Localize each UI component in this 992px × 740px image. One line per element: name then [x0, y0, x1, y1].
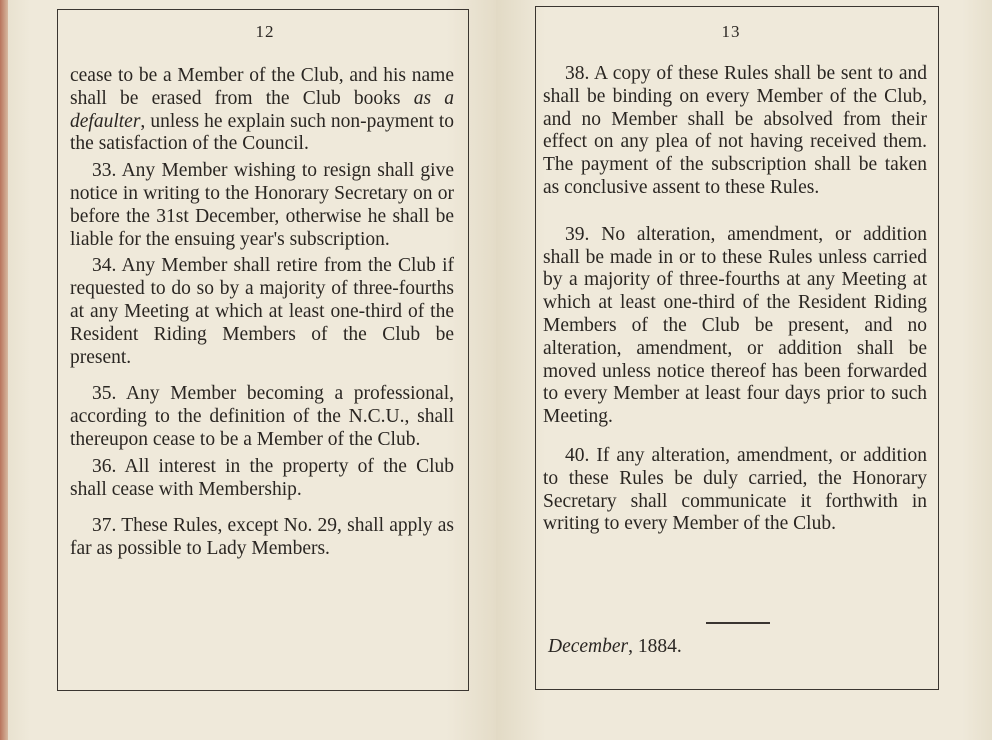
dateline	[548, 636, 682, 658]
rule-39: 39. No alteration, amendment, or addition shall be made in or to these Rules unless carried by a majority of three-fourths at any Meeting at which at least one-third of the Resident Riding Members of the Club be present, and no alteration, amendment, or addition shall be moved unless notice thereof has been forwarded to every Member at least four days prior to such Meeting.	[543, 223, 927, 428]
rule-32-continuation	[70, 65, 454, 156]
rule-33: 33. Any Member wishing to resign shall give notice in writing to the Honorary Secretary on or before the 31st December, otherwise he shall be liable for the ensuing year's subscription.	[70, 160, 454, 250]
left-page-body	[70, 65, 454, 561]
rule-40: 40. If any alteration, amendment, or addition to these Rules be duly carried, the Honorary Secretary shall communicate it forthwith in writing to every Member of the Club.	[543, 444, 927, 535]
dateline-month: December	[548, 636, 629, 657]
closing-rule	[706, 622, 770, 624]
text-span: , unless he explain such non-payment to the satisfaction of the Council.	[70, 110, 454, 155]
rule-38: 38. A copy of these Rules shall be sent to and shall be binding on every Member of the Club, and no Member shall be absolved from their effect on any plea of not having received them. The payment of the subscription shall be taken as conclusive assent to these Rules.	[543, 63, 927, 198]
italic-text: as a defaulter	[70, 87, 454, 132]
page-edge	[0, 0, 8, 740]
dateline-year: , 1884.	[628, 636, 682, 657]
right-page-number: 13	[721, 22, 741, 41]
text-span: cease to be a Member of the Club, and his name shall be erased from the Club books	[70, 65, 454, 109]
rule-36: 36. All interest in the property of the Club shall cease with Membership.	[70, 455, 454, 500]
rule-37: 37. These Rules, except No. 29, shall apply as far as possible to Lady Members.	[70, 515, 454, 560]
rule-35: 35. Any Member becoming a professional, according to the definition of the N.C.U., shall thereupon cease to be a Member of the Club.	[70, 383, 454, 450]
right-page-body	[543, 63, 927, 536]
rule-34: 34. Any Member shall retire from the Club if requested to do so by a majority of three-fourths at any Meeting at which at least one-third of the Resident Riding Members of the Club be present.	[70, 255, 454, 368]
left-page-number: 12	[255, 22, 275, 41]
